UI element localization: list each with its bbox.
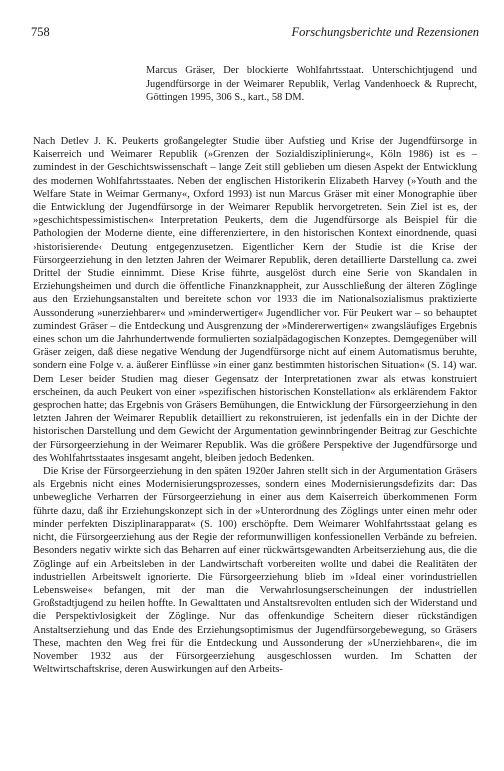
page-number: 758: [31, 25, 50, 39]
body-paragraph-2: Die Krise der Fürsorgeerziehung in den späten 1920er Jahren stellt sich in der Argumentation Gräsers als Ergebnis nicht eines Modernisierungsprozesses, sondern eines Modernisierungsdefizits dar: Das unbewegliche Verharren der Fürsorgeerziehung in einer aus dem Kaiserreich überkommenen Form führte dazu, daß ihr Erziehungskonzept sich in der »Unterordnung des Zöglings unter einen mehr oder minder perfekten Disziplinarapparat« (S. 100) erschöpfte. Dem Weimarer Wohlfahrtsstaat gelang es nicht, die Fürsorgeerziehung aus der Regie der reformunwilligen konfessionellen Verbände zu befreien. Besonders negativ wirkte sich das Beharren auf einer rückwärtsgewandten Arbeitserziehung aus, die die Zöglinge auf ein Arbeitsleben in der Landwirtschaft vorbereiten wollte und dabei die Realitäten der industriellen Arbeitswelt ignorierte. Die Fürsorgeerziehung blieb im »Ideal einer vorindustriellen Lebensweise« befangen, mit der man die Verwahrlosungserscheinungen der industriellen Großstadtjugend zu heilen hoffte. In Gewalttaten und Anstaltsrevolten entluden sich der Widerstand und die Perspektivlosigkeit der Zöglinge. Nur das offenkundige Scheitern dieser rückständigen Anstaltserziehung und das Ende des Erziehungsoptimismus der Jugendfürsorgebewegung, so Gräsers These, machten den Weg frei für die Entdeckung und Aussonderung der »Unerziehbaren«, die im November 1932 aus der Fürsorgeerziehung ausgeschlossen wurden. Im Schatten der Weltwirtschaftskrise, deren Auswirkungen auf den Arbeits-: [33, 466, 477, 676]
review-body: [33, 135, 477, 676]
review-citation: Marcus Gräser, Der blockierte Wohlfahrtsstaat. Unterschichtjugend und Jugendfürsorge in der Weimarer Republik, Verlag Vandenhoeck & Ruprecht, Göttingen 1995, 306 S., kart., 58 DM.: [146, 65, 477, 104]
body-paragraph-1: Nach Detlev J. K. Peukerts großangelegter Studie über Aufstieg und Krise der Jugendfürsorge in Kaiserreich und Weimarer Republik (»Grenzen der Sozialdisziplinierung«, Köln 1986) ist es – zumindest in der Geschichtswissenschaft – lange Zeit still geblieben um diesen Aspekt der Entwicklung des modernen Wohlfahrtsstaates. Neben der englischen Historikerin Elizabeth Harvey (»Youth and the Welfare State in Weimar Germany«, Oxford 1993) ist nun Marcus Gräser mit einer Monographie über die Entwicklung der Jugendfürsorge in der Weimarer Republik hervorgetreten. Sein Ziel ist es, der »geschichtspessimistischen« Interpretation Peukerts, dem die Jugendfürsorge als Beispiel für die Pathologien der Moderne diente, eine differenziertere, in den historischen Kontext einordnende, quasi ›historisierende‹ Deutung entgegenzusetzen. Eigentlicher Kern der Studie ist die Krise der Fürsorgeerziehung in den letzten Jahren der Weimarer Republik, deren detaillierte Darstellung ca. zwei Drittel der Studie einnimmt. Diese Krise führte, ausgelöst durch eine Serie von Skandalen in Erziehungsheimen und durch die öffentliche Finanzknappheit, zur Ausschließung der älteren Zöglinge aus den Erziehungsanstalten und bereitete schon vor 1933 die im Nationalsozialismus praktizierte Aussonderung »unerziehbarer« und »minderwertiger« Jugendlicher vor. Für Peukert war – so behauptet zumindest Gräser – die Entdeckung und Ausgrenzung der »Mindererwertigen« zwangsläufiges Ergebnis eines schon um die Jahrhundertwende formulierten sozialpädagogischen Konzeptes. Demgegenüber will Gräser zeigen, daß diese negative Wendung der Jugendfürsorge nicht auf einem Automatismus beruhte, sondern eine Folge v. a. äußerer Einflüsse »in einer ganz bestimmten historischen Situation« (S. 14) war. Dem Leser beider Studien mag dieser Gegensatz der Interpretationen zwar als etwas konstruiert erscheinen, da auch Peukert von einer »spezifischen historischen Konstellation« als erklärendem Faktor gesprochen hatte; das Ergebnis von Gräsers Bemühungen, die Entwicklung der Fürsorgeerziehung in den letzten Jahren der Weimarer Republik detailliert zu rekonstruieren, ist jedenfalls ein in der Dichte der historischen Darstellung und dem Gewicht der Argumentation gewinnbringender Beitrag zur Geschichte der Fürsorgeerziehung in der Weimarer Republik. Was die größere Perspektive der Jugendfürsorge und des Wohlfahrtsstaates insgesamt angeht, bleiben jedoch Bedenken.: [33, 136, 477, 464]
page-header: [31, 24, 479, 40]
running-head: Forschungsberichte und Rezensionen: [291, 25, 479, 39]
